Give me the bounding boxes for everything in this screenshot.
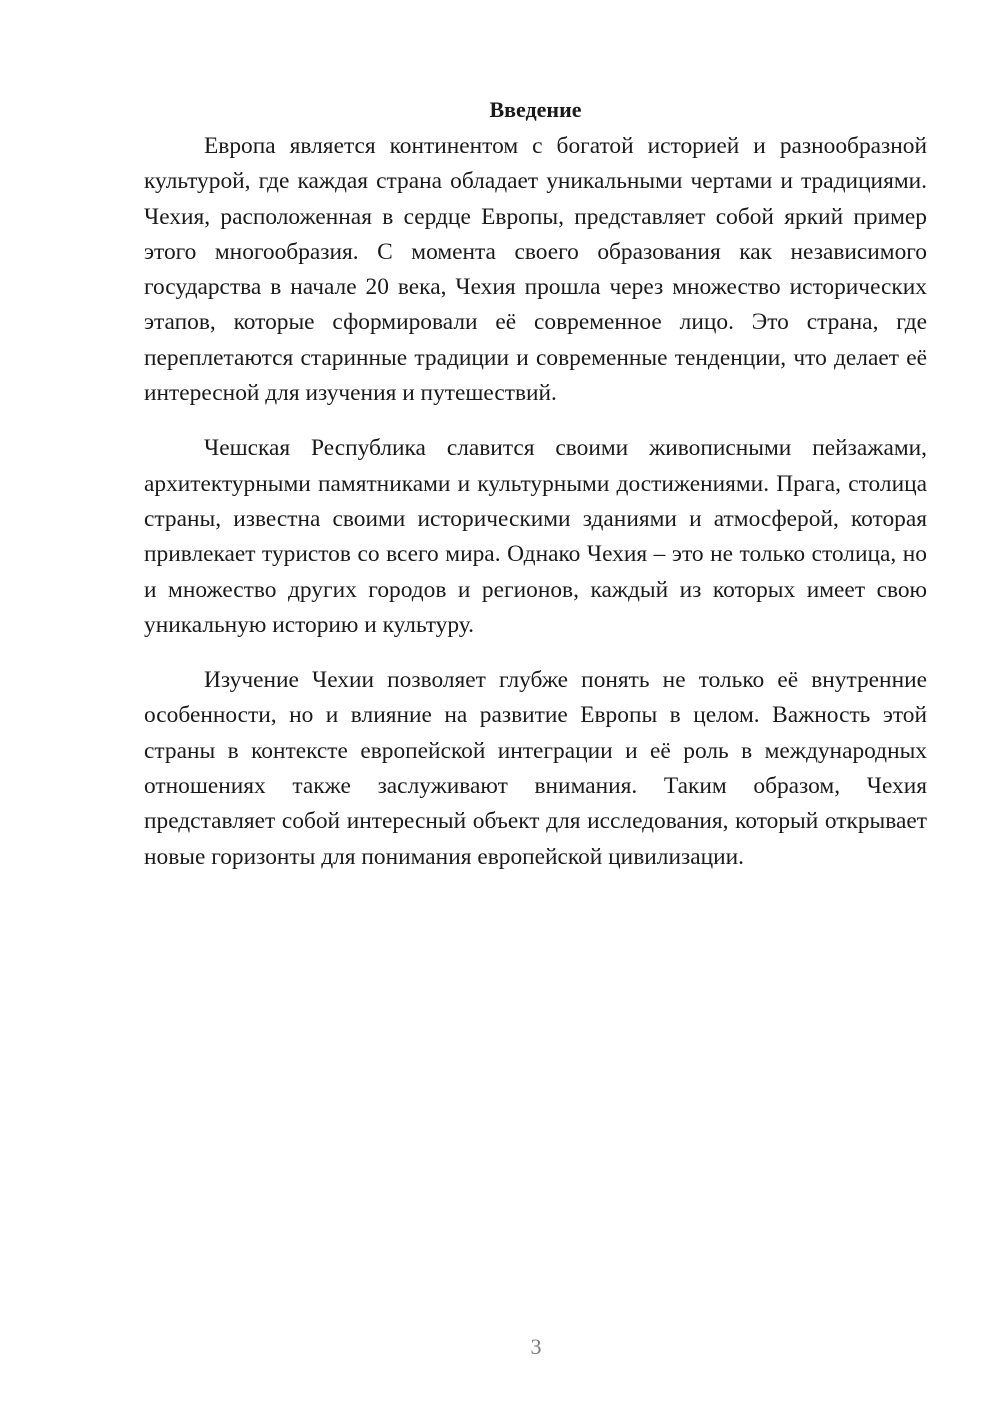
- page-content: [144, 92, 927, 895]
- page-number: 3: [530, 1334, 542, 1359]
- paragraph-3: Изучение Чехии позволяет глубже понять не только её внутренние особенности, но и влияние на развитие Европы в целом. Важность этой страны в контексте европейской интеграции и её роль в международных отношениях также заслуживают внимания. Таким образом, Чехия представляет собой интересный объект для исследования, который открывает новые горизонты для понимания европейской цивилизации.: [144, 667, 927, 870]
- paragraph-2: Чешская Республика славится своими живописными пейзажами, архитектурными памятниками и культурными достижениями. Прага, столица страны, известна своими историческими зданиями и атмосферой, которая привлекает туристов со всего мира. Однако Чехия – это не только столица, но и множество других городов и регионов, каждый из которых имеет свою уникальную историю и культуру.: [144, 435, 927, 638]
- section-heading: Введение: [489, 97, 582, 122]
- paragraph-1: Европа является континентом с богатой историей и разнообразной культурой, где каждая страна обладает уникальными чертами и традициями. Чехия, расположенная в сердце Европы, представляет собой яркий пример этого многообразия. С момента своего образования как независимого государства в начале 20 века, Чехия прошла через множество исторических этапов, которые сформировали её современное лицо. Это страна, где переплетаются старинные традиции и современные тенденции, что делает её интересной для изучения и путешествий.: [144, 133, 927, 407]
